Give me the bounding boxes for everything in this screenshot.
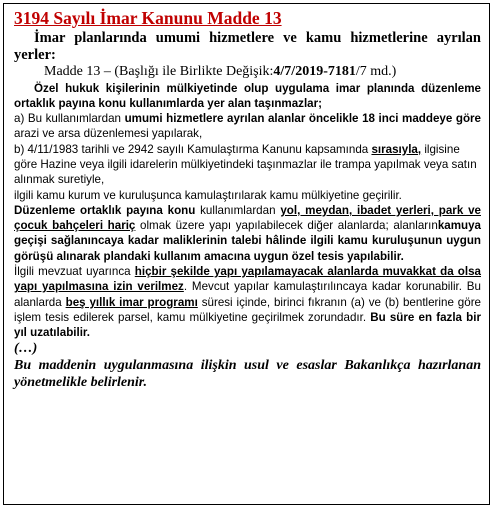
paragraph-1: Özel hukuk kişilerinin mülkiyetinde olup uygulama imar planında düzenleme ortaklık payına konu kullanımlarda yer alan taşınmazlar;	[14, 81, 481, 110]
para3-bold: Bu süre en fazla bir yıl uzatılabilir.	[14, 310, 481, 340]
item-b-pre: b) 4/11/1983 tarihli ve 2942 sayılı Kamulaştırma Kanunu kapsamında	[14, 142, 372, 156]
para2-bold2: kamuya geçişi sağlanıncaya kadar maliklerinin talebi hâlinde ilgili kamu kuruluşunun uygun görüşü alınarak plandaki kullanım amacına uygun özel tesis yapılabilir.	[14, 219, 481, 263]
para3-t1: İlgili mevzuat uyarınca	[14, 265, 135, 279]
intro-heading: İmar planlarında umumi hizmetlere ve kamu hizmetlerine ayrılan yerler:	[14, 30, 481, 63]
item-b-post: ilgisine göre Hazine veya ilgili idarelerin mülkiyetindeki taşınmazlar ile trampa yapılmak veya satın alınmak suretiyle,	[14, 142, 477, 187]
para2-t2: olmak üzere yapı yapılabilecek diğer alanlarda; alanların	[135, 219, 438, 233]
para3-t3: süresi içinde, birinci fıkranın (a) ve (b) bentlerine göre işlem tesis edilerek parsel, kamu mülkiyetine geçirilmek zorundadır.	[14, 295, 481, 324]
document-title: 3194 Sayılı İmar Kanunu Madde 13	[14, 8, 282, 28]
madde-date: 4/7/2019-7181	[273, 64, 356, 79]
paragraph-3	[14, 264, 481, 340]
item-b-bold: sırasıyla,	[371, 142, 422, 156]
ellipsis: (…)	[14, 340, 38, 356]
document-frame	[3, 3, 490, 505]
madde-prefix: Madde 13 – (Başlığı ile Birlikte Değişik:	[44, 64, 274, 79]
closing-paragraph: Bu maddenin uygulanmasına ilişkin usul ve esaslar Bakanlıkça hazırlanan yönetmelikle belirlenir.	[14, 358, 481, 391]
item-b	[14, 142, 481, 188]
madde-reference	[14, 64, 481, 81]
item-a	[14, 111, 481, 142]
paragraph-2	[14, 203, 481, 264]
madde-suffix: /7 md.)	[355, 64, 397, 79]
para2-t1: kullanımlardan	[195, 203, 281, 217]
para2-bold-u: yol, meydan, ibadet yerleri, park ve çocuk bahçeleri hariç	[14, 203, 481, 233]
line-c: ilgili kamu kurum ve kuruluşunca kamulaştırılarak kamu mülkiyetine geçirilir.	[14, 188, 402, 202]
para3-bold-u: hiçbir şekilde yapı yapılamayacak alanlarda muvakkat da olsa yapı yapılmasına izin verilmez	[14, 265, 482, 294]
item-a-pre: a) Bu kullanımlardan	[14, 112, 125, 126]
para3-bold-u2: beş yıllık imar programı	[65, 295, 198, 309]
para3-t2: . Mevcut yapılar kamulaştırılıncaya kadar korunabilir. Bu alanlarda	[14, 280, 481, 309]
item-a-bold: umumi hizmetlere ayrılan alanlar öncelikle 18 inci maddeye göre	[124, 112, 481, 126]
item-a-post: arazi ve arsa düzenlemesi yapılarak,	[14, 127, 203, 141]
para2-bold1: Düzenleme ortaklık payına konu	[14, 203, 196, 217]
